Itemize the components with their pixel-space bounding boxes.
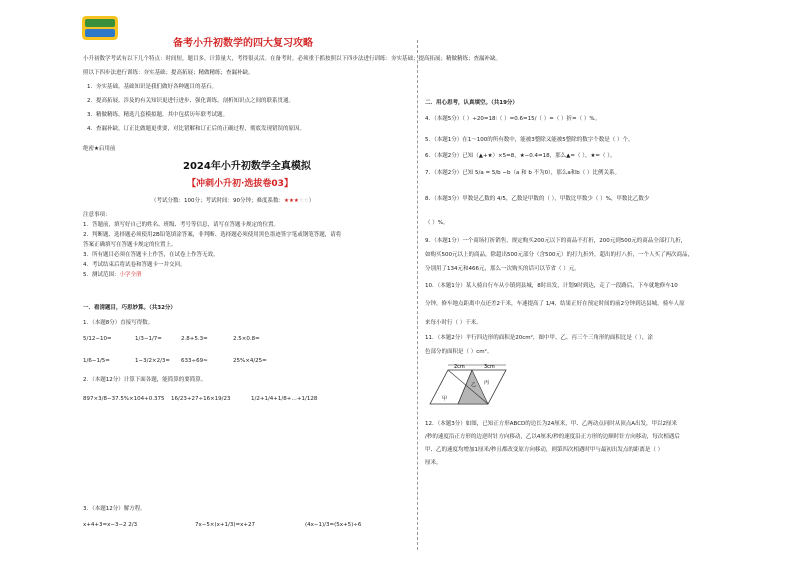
q11-line-2: 色部分的面积是（ ）cm²。	[425, 349, 493, 355]
section1-heading: 一．看清题目，巧思妙算。（共32分）	[83, 305, 176, 311]
parallelogram-figure	[428, 360, 508, 406]
fig-label-3cm: 3cm	[484, 364, 495, 370]
q9-line-1: 9．（本题1分）一个商场打折销售，规定购买200元以下的商品不打折，200元到500元的商品全部打九折，	[425, 238, 687, 244]
q6: 6．（本题2分）已知（▲+★）×5=8，★−0.4=18，那么▲=（ ），★=（ ）。	[425, 153, 616, 159]
section2-heading: 二．用心思考，认真填空。（共19分）	[425, 100, 518, 106]
fig-label-bing: 丙	[484, 380, 490, 386]
q1-item-3: 2.8+5.3=	[181, 336, 208, 342]
difficulty-stars	[284, 198, 309, 204]
star-icon: ★	[293, 198, 299, 204]
tip-4: 4．查漏补缺。订正比做题更重要，对比错解和订正后的正确过程，彻底发现错误的原因。	[87, 126, 306, 132]
notes-heading: 注意事项：	[83, 212, 111, 218]
note-1: 1．答题前，填写好自己的姓名、班级、考号等信息，请写在答题卡规定的位置。	[83, 222, 280, 228]
note-5	[83, 272, 142, 279]
q1-label: 1．（本题8分）直接写得数。	[83, 320, 154, 326]
q2-item-2: 16/23+27÷16×19/23	[171, 396, 231, 402]
q2-item-1: 897×3/8−37.5%×104+0.375	[83, 396, 165, 402]
q8-line-1: 8．（本题3分）甲数是乙数的 4/5，乙数是甲数的（ ），甲数比甲数少（ ）%，甲数比乙数少	[425, 196, 650, 202]
q5: 5．（本题1分）在1～100的所有数中，能被3整除又能被5整除的数字个数是（ ）个。	[425, 137, 634, 143]
secret-mark: 绝密★启用前	[83, 146, 116, 152]
star-icon: ☆	[303, 198, 309, 204]
column-divider	[417, 40, 418, 550]
star-icon: ★	[288, 198, 294, 204]
q1-item-8: 25%×4/25=	[233, 358, 267, 364]
q2-item-3: 1/2+1/4+1/8+…+1/128	[251, 396, 318, 402]
note-3: 3．所有题目必须在答题卡上作答，在试卷上作答无效。	[83, 252, 219, 258]
exam-info-text: （考试分数：100分；考试时间：90分钟；难度系数：	[151, 198, 284, 204]
star-icon: ☆	[298, 198, 304, 204]
q7: 7．（本题2分）已知 5/a = 5/b −b（a 和 b 不为0），那么a和b（ ）比例关系。	[425, 170, 620, 176]
q2-label: 2．（本题12分）计算下面各题，能简算的要简算。	[83, 377, 207, 383]
note-5-text: 5．测试范围：	[83, 272, 120, 278]
exam-info-end: ）	[308, 198, 315, 204]
q10-line-2: 分钟，修车地点距离中点还差2千米，车速提高了 1/4，结果正好在预定时间的前2分钟到达县城，骑车人原	[425, 301, 685, 307]
q12-line-4: 厘米。	[425, 460, 442, 466]
exam-info	[151, 198, 314, 205]
note-2b: 答案正确填写在答题卡规定的位置上。	[83, 242, 177, 248]
q10-line-3: 来每小时行（ ）千米。	[425, 320, 482, 326]
exam-subtitle: 【冲刺小升初·选拔卷03】	[187, 179, 293, 189]
fig-label-jia: 甲	[442, 396, 448, 402]
intro-line-2: 照以下四步法进行训练：夯实基础；提高拓展；精做精练；查漏补缺。	[83, 70, 254, 76]
q1-item-1: 5/12−10=	[83, 336, 112, 342]
exam-title: 2024年小升初数学全真模拟	[183, 161, 311, 172]
brand-title: 备考小升初数学的四大复习攻略	[173, 38, 313, 49]
right-column	[425, 0, 755, 562]
q3-label: 3．（本题12分）解方程。	[83, 506, 146, 512]
note-2: 2．判断题、选择题必须使用2B铅笔填涂答案，非判断、选择题必须使用黑色墨迹签字笔或钢笔答题，请将	[83, 232, 342, 238]
q1-item-6: 1−3/2×2/3=	[135, 358, 171, 364]
q1-item-2: 1/3−1/7=	[135, 336, 162, 342]
q3-item-2: 7x−5×(x+1/3)=x+27	[195, 522, 255, 528]
tip-2: 2．提高拓展。涉及的有关知识更进行进步、强化训练。剖析知识点之间的联系贯通。	[87, 98, 295, 104]
q12-line-3: 甲、乙的速度均增加1厘米/秒且都改变原方向移动，则第四次相遇时甲与最初出发点的距离是（ ）	[425, 447, 664, 453]
q10-line-1: 10．（本题1分）某人骑自行车从小镇到县城，8时出发，计划9时到达，走了一段路后，下车就地修车10	[425, 283, 678, 289]
star-icon: ★	[284, 198, 289, 204]
q12-line-1: 12．（本题3分）如图，已知正方形ABCD的边长为24厘米，甲、乙两动点同时从顶点A出发，甲以2厘米	[425, 421, 678, 427]
q12-line-2: /秒的速度沿正方形的边逆时针方向移动，乙以4厘米/秒的速度沿正方形的边顺时针方向移动，每次相遇后	[425, 434, 680, 440]
note-4: 4．考试结束后将试卷和答题卡一并交回。	[83, 262, 186, 268]
note-5-range: 小学全册	[119, 272, 142, 278]
fig-label-2cm: 2cm	[454, 364, 465, 370]
q1-item-5: 1/6−1/5=	[83, 358, 110, 364]
q9-line-3: 分别用了134元和466元，那么一次购买的话可以节省（ ）元。	[425, 266, 580, 272]
q1-item-7: 633÷69≈	[181, 358, 208, 364]
tip-1: 1．夯实基础。基础知识是我们做好各种题目的基石。	[87, 84, 218, 90]
fig-label-yi: 乙	[471, 382, 477, 388]
q3-item-1: x+4+3=x−3−2 2/3	[83, 522, 138, 528]
q4: 4．（本题5分）（ ）÷20=18∶（ ）=0.6=15/（ ）=（ ）折=（ ）%。	[425, 116, 601, 122]
q9-line-2: 如购买500元以上的商品，除超出500元部分（含500元）的打九折外，超出的打八折，一个人买了两次商品，	[425, 252, 693, 258]
q8-line-2: （ ）%。	[425, 220, 449, 226]
q3-item-3: (4x−1)/3=(5x+5)÷6	[305, 522, 362, 528]
tip-3: 3．精做精练。精选几套模拟题，其中包括历年联考试题。	[87, 112, 229, 118]
intro-line: 小升初数学考试有以下几个特点：时间短，题目多，计算量大，考得很灵活。在备考时，必须重于抓按照以下四步法进行训练：夯实基础；提高拓展；精做精练；查漏补缺。	[83, 56, 502, 62]
q11-line-1: 11．（本题2分）平行四边形的面积是20cm²，图中甲、乙、丙三个三角形的面积比是（ ），涂	[425, 335, 653, 341]
q1-item-4: 2.5×0.8=	[233, 336, 260, 342]
